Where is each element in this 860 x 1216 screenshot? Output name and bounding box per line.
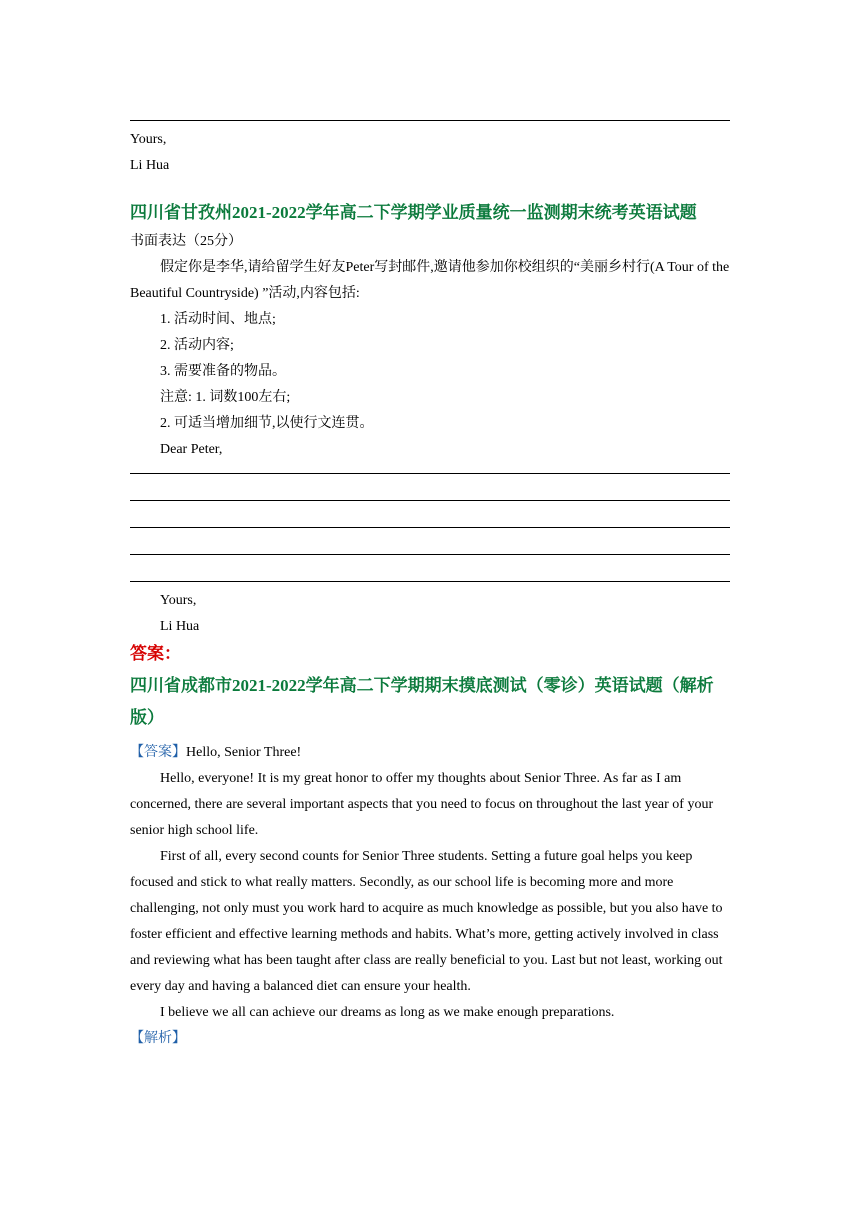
essay-paragraph-1: Hello, everyone! It is my great honor to offer my thoughts about Senior Three. As far as I am concerned, there are several important aspects that you need to focus on throughout the last year of your senior high school life. bbox=[130, 771, 714, 838]
section-title: 四川省成都市2021-2022学年高二下学期期末摸底测试（零诊）英语试题（解析版） bbox=[130, 676, 714, 727]
requirement-1: 1. 活动时间、地点; bbox=[160, 312, 276, 327]
closing-yours: Yours, bbox=[160, 593, 197, 608]
section-subtitle: 书面表达（25分） bbox=[130, 234, 242, 249]
closing-signature: Li Hua bbox=[130, 158, 170, 173]
essay-paragraph-2: First of all, every second counts for Senior Three students. Setting a future goal helps you keep focused and stick to what really matters. Secondly, as our school life is becoming more and more challenging, not only must you work hard to acquire as much knowledge as possible, but you also have to foster efficient and effective learning methods and habits. What’s more, getting actively involved in class and reviewing what has been taught after class are really beneficial to you. Last but not least, working out every day and having a balanced diet can ensure your health. bbox=[130, 849, 723, 994]
note-1: 注意: 1. 词数100左右; bbox=[160, 390, 291, 405]
answer-title bbox=[130, 740, 730, 766]
answer-line bbox=[130, 110, 730, 121]
writing-line bbox=[130, 528, 730, 555]
essay-title: Hello, Senior Three! bbox=[186, 745, 302, 760]
analysis-tag: 【解析】 bbox=[130, 1031, 186, 1046]
writing-line bbox=[130, 463, 730, 474]
closing-signature: Li Hua bbox=[160, 619, 200, 634]
answer-heading: 答案： bbox=[130, 644, 181, 663]
requirement-3: 3. 需要准备的物品。 bbox=[160, 364, 286, 379]
closing-yours: Yours, bbox=[130, 132, 167, 147]
writing-line bbox=[130, 474, 730, 501]
section-title: 四川省甘孜州2021-2022学年高二下学期学业质量统一监测期末统考英语试题 bbox=[130, 203, 697, 222]
answer-tag: 【答案】 bbox=[130, 745, 186, 760]
essay-paragraph-3: I believe we all can achieve our dreams as long as we make enough preparations. bbox=[160, 1005, 615, 1020]
writing-line bbox=[130, 501, 730, 528]
document-content bbox=[130, 110, 730, 1052]
writing-line bbox=[130, 555, 730, 582]
requirement-2: 2. 活动内容; bbox=[160, 338, 234, 353]
note-2: 2. 可适当增加细节,以使行文连贯。 bbox=[160, 416, 374, 431]
salutation: Dear Peter, bbox=[160, 442, 223, 457]
prompt-text: 假定你是李华,请给留学生好友Peter写封邮件,邀请他参加你校组织的“美丽乡村行(A Tour of the Beautiful Countryside) ”活动,内容包括: bbox=[130, 260, 730, 301]
